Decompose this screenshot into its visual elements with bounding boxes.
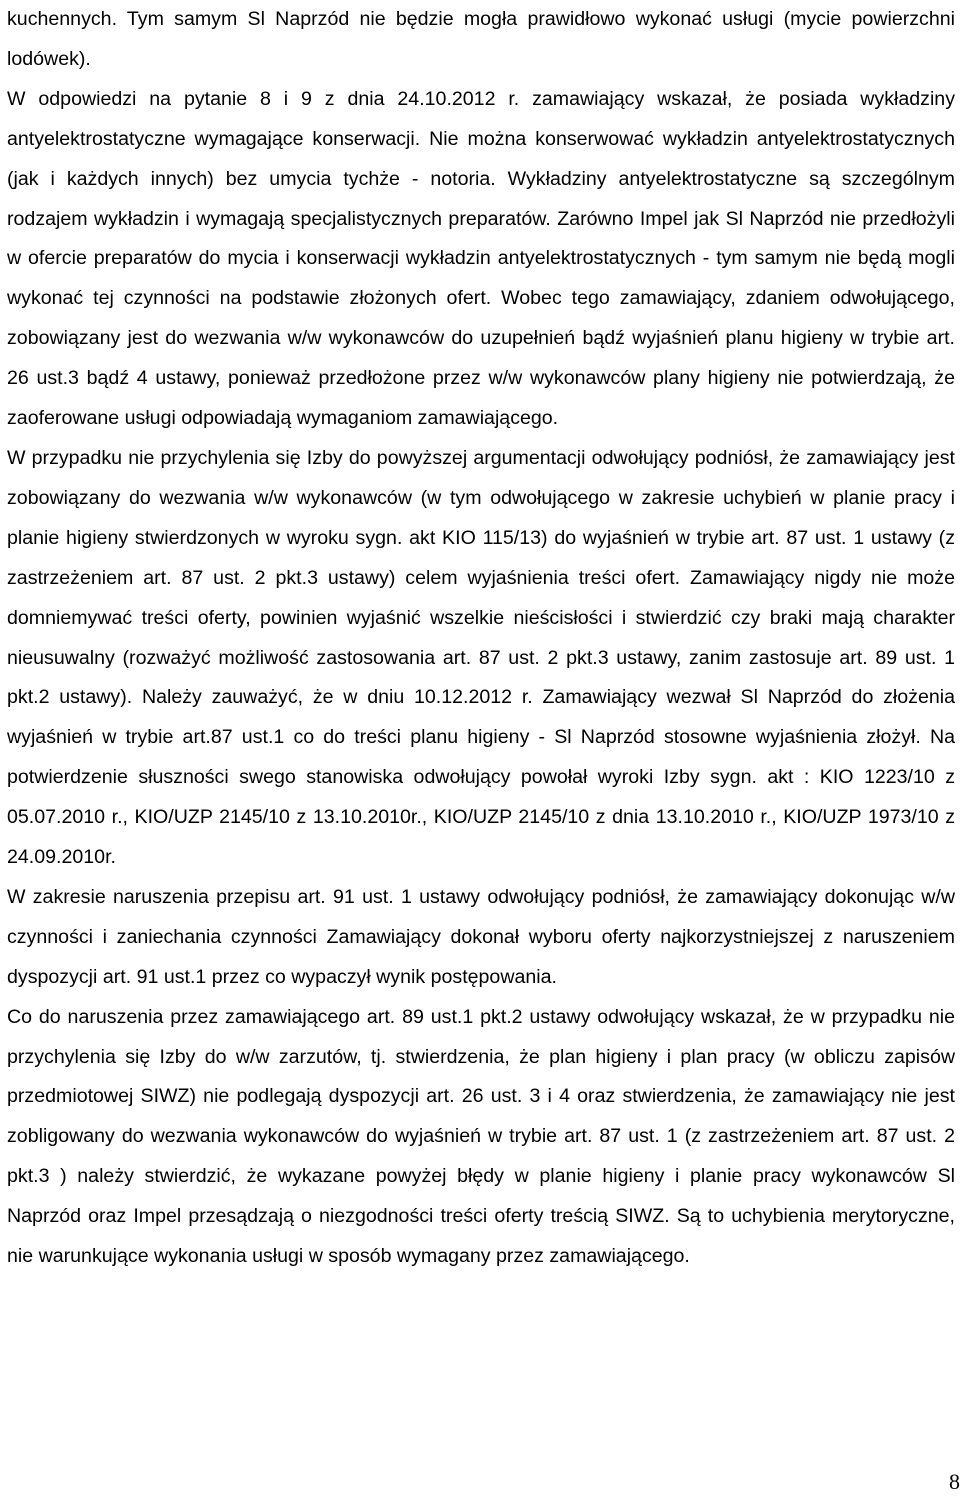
paragraph-1: kuchennych. Tym samym Sl Naprzód nie będzie mogła prawidłowo wykonać usługi (mycie powierzchni lodówek). [7, 8, 955, 70]
paragraph-5: Co do naruszenia przez zamawiającego art. 89 ust.1 pkt.2 ustawy odwołujący wskazał, że w przypadku nie przychylenia się Izby do w/w zarzutów, tj. stwierdzenia, że plan higieny i plan pracy (w obliczu zapisów przedmiotowej SIWZ) nie podlegają dyspozycji art. 26 ust. 3 i 4 oraz stwierdzenia, że zamawiający nie jest zobligowany do wezwania wykonawców do wyjaśnień w trybie art. 87 ust. 1 (z zastrzeżeniem art. 87 ust. 2 pkt.3 ) należy stwierdzić, że wykazane powyżej błędy w planie higieny i planie pracy wykonawców Sl Naprzód oraz Impel przesądzają o niezgodności treści oferty treścią SIWZ. Są to uchybienia merytoryczne, nie warunkujące wykonania usługi w sposób wymagany przez zamawiającego. [7, 1005, 955, 1268]
document-body [7, 0, 955, 1277]
paragraph-2: W odpowiedzi na pytanie 8 i 9 z dnia 24.10.2012 r. zamawiający wskazał, że posiada wykładziny antyelektrostatyczne wymagające konserwacji. Nie można konserwować wykładzin antyelektrostatycznych (jak i każdych innych) bez umycia tychże - notoria. Wykładziny antyelektrostatyczne są szczególnym rodzajem wykładzin i wymagają specjalistycznych preparatów. Zarówno Impel jak Sl Naprzód nie przedłożyli w ofercie preparatów do mycia i konserwacji wykładzin antyelektrostatycznych - tym samym nie będą mogli wykonać tej czynności na podstawie złożonych ofert. Wobec tego zamawiający, zdaniem odwołującego, zobowiązany jest do wezwania w/w wykonawców do uzupełnień bądź wyjaśnień planu higieny w trybie art. 26 ust.3 bądź 4 ustawy, ponieważ przedłożone przez w/w wykonawców plany higieny nie potwierdzają, że zaoferowane usługi odpowiadają wymaganiom zamawiającego. [7, 87, 955, 430]
page-number: 8 [949, 1469, 960, 1494]
paragraph-4: W zakresie naruszenia przepisu art. 91 ust. 1 ustawy odwołujący podniósł, że zamawiający dokonując w/w czynności i zaniechania czynności Zamawiający dokonał wyboru oferty najkorzystniejszej z naruszeniem dyspozycji art. 91 ust.1 przez co wypaczył wynik postępowania. [7, 885, 955, 988]
paragraph-3: W przypadku nie przychylenia się Izby do powyższej argumentacji odwołujący podniósł, że zamawiający jest zobowiązany do wezwania w/w wykonawców (w tym odwołującego w zakresie uchybień w planie pracy i planie higieny stwierdzonych w wyroku sygn. akt KIO 115/13) do wyjaśnień w trybie art. 87 ust. 1 ustawy (z zastrzeżeniem art. 87 ust. 2 pkt.3 ustawy) celem wyjaśnienia treści ofert. Zamawiający nigdy nie może domniemywać treści oferty, powinien wyjaśnić wszelkie nieścisłości i stwierdzić czy braki mają charakter nieusuwalny (rozważyć możliwość zastosowania art. 87 ust. 2 pkt.3 ustawy, zanim zastosuje art. 89 ust. 1 pkt.2 ustawy). Należy zauważyć, że w dniu 10.12.2012 r. Zamawiający wezwał Sl Naprzód do złożenia wyjaśnień w trybie art.87 ust.1 co do treści planu higieny - Sl Naprzód stosowne wyjaśnienia złożył. Na potwierdzenie słuszności swego stanowiska odwołujący powołał wyroki Izby sygn. akt : KIO 1223/10 z 05.07.2010 r., KIO/UZP 2145/10 z 13.10.2010r., KIO/UZP 2145/10 z dnia 13.10.2010 r., KIO/UZP 1973/10 z 24.09.2010r. [7, 446, 955, 869]
